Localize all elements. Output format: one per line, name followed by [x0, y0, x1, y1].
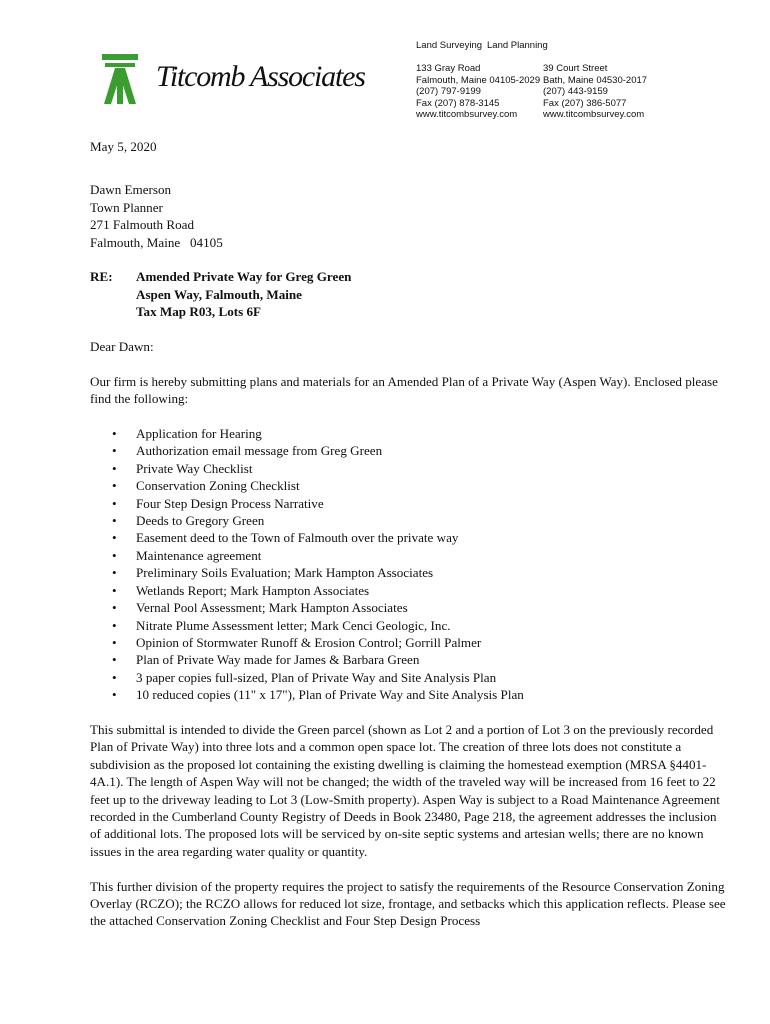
- letter-date: May 5, 2020: [90, 139, 157, 154]
- list-item: • Application for Hearing: [112, 425, 730, 442]
- salutation: Dear Dawn:: [90, 339, 154, 355]
- office-website: www.titcombsurvey.com: [543, 109, 645, 121]
- office-street: 133 Gray Road: [416, 63, 481, 74]
- list-item: • Deeds to Gregory Green: [112, 512, 730, 529]
- subject-label: RE:: [90, 269, 113, 285]
- bath-office-address: [543, 63, 647, 121]
- list-item: • Nitrate Plume Assessment letter; Mark Cenci Geologic, Inc.: [112, 617, 730, 634]
- falmouth-office-address: [416, 63, 540, 121]
- list-item: • 3 paper copies full-sized, Plan of Private Way and Site Analysis Plan: [112, 669, 730, 686]
- subject-line: Aspen Way, Falmouth, Maine: [136, 286, 302, 302]
- recipient-line: Town Planner: [90, 199, 163, 215]
- list-item: • Preliminary Soils Evaluation; Mark Hampton Associates: [112, 564, 730, 581]
- list-item: • Maintenance agreement: [112, 547, 730, 564]
- office-website: www.titcombsurvey.com: [416, 109, 518, 121]
- office-street: 39 Court Street: [543, 63, 608, 74]
- subject-block: [90, 268, 730, 320]
- office-phone: (207) 443-9159: [543, 86, 608, 98]
- recipient-address: [90, 181, 730, 251]
- list-item: • Easement deed to the Town of Falmouth over the private way: [112, 529, 730, 546]
- body-paragraph: This further division of the property requires the project to satisfy the requirements of the Resource Conservation Zoning Overlay (RCZO); the RCZO allows for reduced lot size, frontage, and setbacks which this application reflects. Please see the attached Conservation Zoning Checklist and Four Step Design Process: [90, 878, 726, 929]
- subject-lines: [136, 268, 351, 320]
- list-item: • Vernal Pool Assessment; Mark Hampton Associates: [112, 599, 730, 616]
- office-fax: Fax (207) 386-5077: [543, 97, 627, 109]
- list-item: • Wetlands Report; Mark Hampton Associates: [112, 582, 730, 599]
- list-item: • 10 reduced copies (11" x 17"), Plan of Private Way and Site Analysis Plan: [112, 686, 730, 703]
- intro-paragraph: Our firm is hereby submitting plans and materials for an Amended Plan of a Private Way (Aspen Way). Enclosed please find the following:: [90, 373, 718, 407]
- enclosure-list: [90, 425, 730, 704]
- recipient-line: Dawn Emerson: [90, 182, 172, 198]
- service-land-planning: Land Planning: [487, 40, 548, 51]
- recipient-line: Falmouth, Maine 04105: [90, 234, 223, 250]
- office-city: Falmouth, Maine 04105-2029: [416, 74, 541, 86]
- company-name: Titcomb Associates: [156, 60, 365, 93]
- list-item: • Plan of Private Way made for James & Barbara Green: [112, 651, 730, 668]
- subject-line: Tax Map R03, Lots 6F: [136, 304, 262, 320]
- office-city: Bath, Maine 04530-2017: [543, 74, 648, 86]
- list-item: • Private Way Checklist: [112, 460, 730, 477]
- subject-line: Amended Private Way for Greg Green: [136, 269, 352, 285]
- office-phone: (207) 797-9199: [416, 86, 481, 98]
- recipient-line: 271 Falmouth Road: [90, 217, 195, 233]
- office-fax: Fax (207) 878-3145: [416, 97, 500, 109]
- letter-body: [90, 138, 730, 947]
- titcomb-logo-icon: [102, 54, 138, 104]
- service-land-surveying: Land Surveying: [416, 40, 483, 51]
- body-paragraph: This submittal is intended to divide the Green parcel (shown as Lot 2 and a portion of Lot 3 on the previously recorded Plan of Private Way) into three lots and a common open space lot. The creation of three lots does not constitute a subdivision as the proposed lot containing the existing dwelling is claiming the homestead exemption (MRSA §4401-4A.1). The length of Aspen Way will not be changed; the width of the traveled way will be increased from 16 feet to 22 feet up to the driveway leading to Lot 3 (Low-Smith property). Aspen Way is subject to a Road Maintenance Agreement recorded in the Cumberland County Registry of Deeds in Book 23480, Page 218, the agreement addresses the inclusion of additional lots. The proposed lots will be serviced by on-site septic systems and artesian wells; there are no known issues in the area regarding water quality or quantity.: [90, 721, 720, 859]
- list-item: • Conservation Zoning Checklist: [112, 477, 730, 494]
- list-item: • Four Step Design Process Narrative: [112, 495, 730, 512]
- list-item: • Authorization email message from Greg Green: [112, 442, 730, 459]
- list-item: • Opinion of Stormwater Runoff & Erosion Control; Gorrill Palmer: [112, 634, 730, 651]
